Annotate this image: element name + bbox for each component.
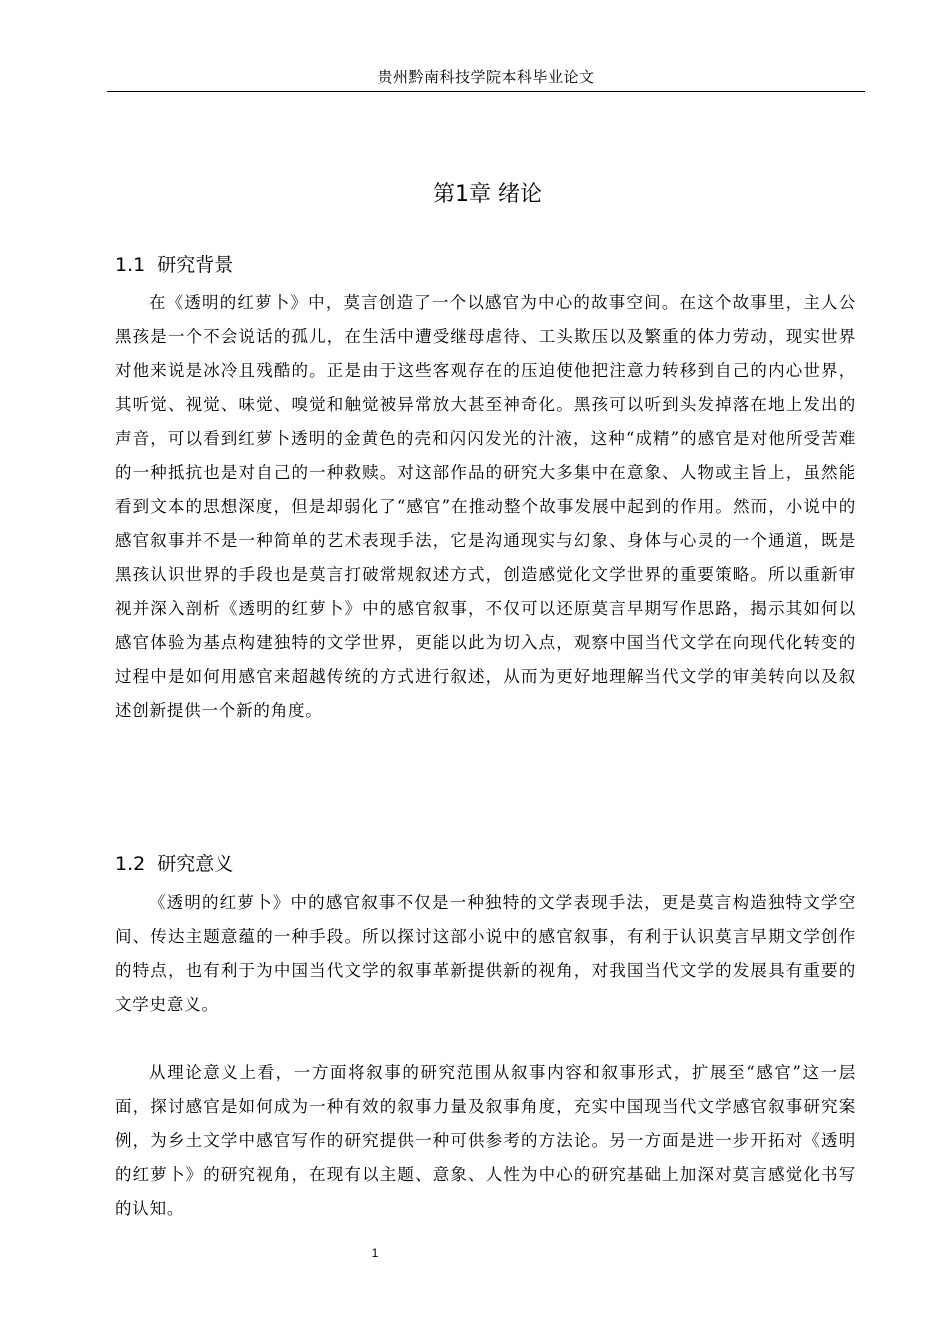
section-heading-background <box>115 252 233 278</box>
section-heading-significance <box>115 851 233 877</box>
chapter-title: 第1章 绪论 <box>433 182 542 207</box>
body-paragraph: 《透明的红萝卜》中的感官叙事不仅是一种独特的文学表现手法，更是莫言构造独特文学空间、传达主题意蕴的一种手段。所以探讨这部小说中的感官叙事，有利于认识莫言早期文学创作的特点，也有利于为中国当代文学的叙事革新提供新的视角，对我国当代文学的发展具有重要的文学史意义。 <box>115 893 856 1014</box>
header-rule <box>107 91 865 92</box>
body-paragraph: 在《透明的红萝卜》中，莫言创造了一个以感官为中心的故事空间。在这个故事里，主人公黑孩是一个不会说话的孤儿，在生活中遭受继母虐待、工头欺压以及繁重的体力劳动，现实世界对他来说是冰冷且残酷的。正是由于这些客观存在的压迫使他把注意力转移到自己的内心世界，其听觉、视觉、味觉、嗅觉和触觉被异常放大甚至神奇化。黑孩可以听到头发掉落在地上发出的声音，可以看到红萝卜透明的金黄色的壳和闪闪发光的汁液，这种“成精”的感官是对他所受苦难的一种抵抗也是对自己的一种救赎。对这部作品的研究大多集中在意象、人物或主旨上，虽然能看到文本的思想深度，但是却弱化了“感官”在推动整个故事发展中起到的作用。然而，小说中的感官叙事并不是一种简单的艺术表现手法，它是沟通现实与幻象、身体与心灵的一个通道，既是黑孩认识世界的手段也是莫言打破常规叙述方式，创造感觉化文学世界的重要策略。所以重新审视并深入剖析《透明的红萝卜》中的感官叙事，不仅可以还原莫言早期写作思路，揭示其如何以感官体验为基点构建独特的文学世界，更能以此为切入点，观察中国当代文学在向现代化转变的过程中是如何用感官来超越传统的方式进行叙述，从而为更好地理解当代文学的审美转向以及叙述创新提供一个新的角度。 <box>115 293 856 720</box>
section-title: 研究背景 <box>157 254 234 276</box>
section-title: 研究意义 <box>157 853 234 875</box>
section-number: 1.2 <box>115 853 146 875</box>
body-paragraph: 从理论意义上看，一方面将叙事的研究范围从叙事内容和叙事形式，扩展至“感官”这一层面，探讨感官是如何成为一种有效的叙事力量及叙事角度，充实中国现当代文学感官叙事研究案例，为乡土文学中感官写作的研究提供一种可供参考的方法论。另一方面是进一步开拓对《透明的红萝卜》的研究视角，在现有以主题、意象、人性为中心的研究基础上加深对莫言感觉化书写的认知。 <box>115 1063 856 1218</box>
section-number: 1.1 <box>115 254 146 276</box>
page-header: 贵州黔南科技学院本科毕业论文 <box>377 68 595 86</box>
page-number: 1 <box>371 1246 379 1260</box>
